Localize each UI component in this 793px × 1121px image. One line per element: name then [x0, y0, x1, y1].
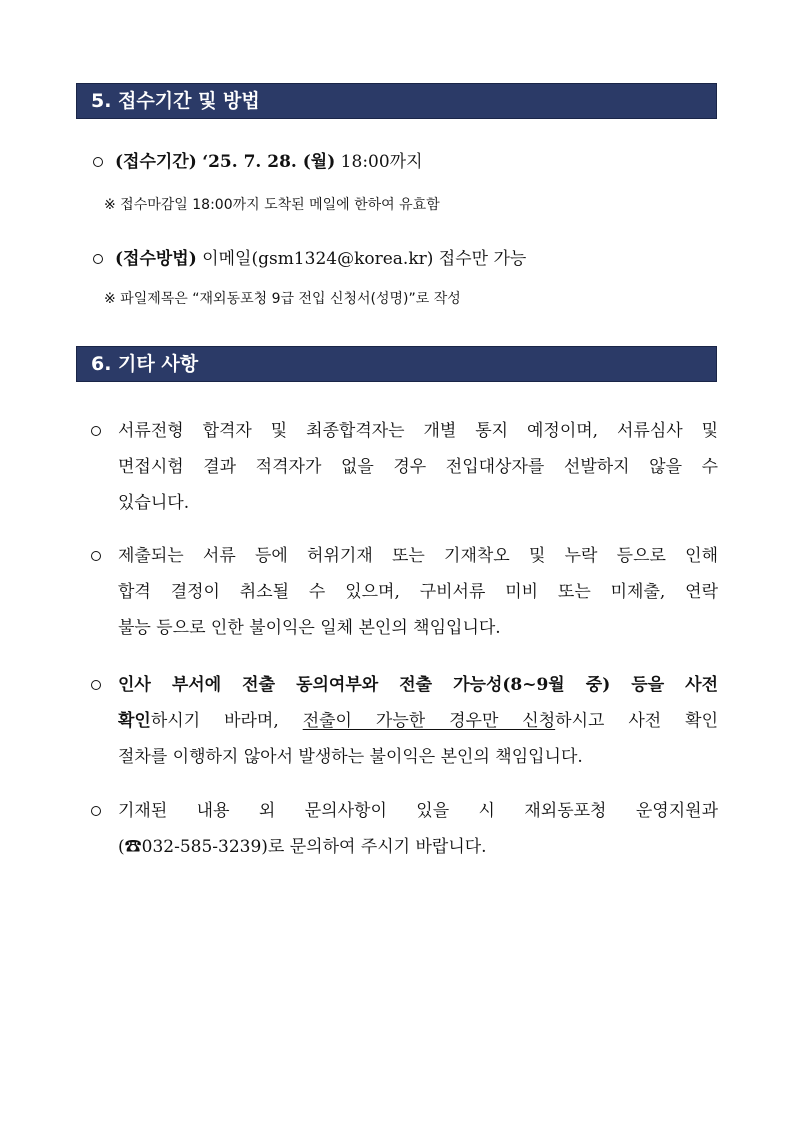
paragraph-line: 불능 등으로 인한 불이익은 일체 본인의 책임입니다. — [118, 618, 501, 638]
section-5-header — [76, 83, 717, 119]
notice-paragraph-1 — [118, 413, 718, 521]
bullet-circle-icon — [91, 680, 101, 690]
section-6-title: 6. 기타 사항 — [91, 353, 199, 375]
paragraph-line: 서류전형 합격자 및 최종합격자는 개별 통지 예정이며, 서류심사 및 — [118, 421, 718, 441]
plain-text: 하시기 바라며, — [150, 711, 303, 731]
bullet-circle-icon — [91, 806, 101, 816]
receipt-period-date: ‘25. 7. 28. (월) — [202, 152, 336, 172]
bold-text: 확인 — [118, 711, 151, 731]
bullet-circle-icon — [93, 254, 103, 264]
receipt-method-note: ※ 파일제목은 “재외동포청 9급 전입 신청서(성명)”로 작성 — [104, 291, 461, 307]
bullet-circle-icon — [91, 426, 101, 436]
paragraph-line: (☎032-585-3239)로 문의하여 주시기 바랍니다. — [118, 837, 487, 857]
paragraph-line: 절차를 이행하지 않아서 발생하는 불이익은 본인의 책임입니다. — [118, 747, 583, 767]
paragraph-line — [118, 667, 718, 703]
bold-text: 인사 부서에 전출 동의여부와 전출 가능성(8~9월 중) 등을 사전 — [118, 675, 718, 695]
notice-paragraph-3 — [118, 667, 718, 775]
paragraph-line: 있습니다. — [118, 493, 190, 513]
receipt-period-label: (접수기간) — [115, 152, 197, 172]
paragraph-line: 제출되는 서류 등에 허위기재 또는 기재착오 및 누락 등으로 인해 — [118, 546, 718, 566]
receipt-period-note: ※ 접수마감일 18:00까지 도착된 메일에 한하여 유효함 — [104, 197, 440, 213]
section-5-title: 5. 접수기간 및 방법 — [91, 90, 260, 112]
receipt-method-label: (접수방법) — [115, 249, 197, 269]
receipt-method-text: 이메일(gsm1324@korea.kr) 접수만 가능 — [196, 249, 527, 269]
receipt-period-time: 18:00까지 — [335, 152, 423, 172]
receipt-period-item — [115, 152, 423, 172]
paragraph-line: 합격 결정이 취소될 수 있으며, 구비서류 미비 또는 미제출, 연락 — [118, 582, 718, 602]
notice-paragraph-4 — [118, 793, 718, 865]
paragraph-line: 기재된 내용 외 문의사항이 있을 시 재외동포청 운영지원과 — [118, 801, 718, 821]
section-6-header — [76, 346, 717, 382]
plain-text: 하시고 사전 확인 — [555, 711, 718, 731]
bullet-circle-icon — [91, 551, 101, 561]
paragraph-line — [118, 703, 718, 739]
underlined-text: 전출이 가능한 경우만 신청 — [302, 711, 556, 731]
bullet-circle-icon — [93, 157, 103, 167]
receipt-method-item — [115, 249, 526, 269]
paragraph-line: 면접시험 결과 적격자가 없을 경우 전입대상자를 선발하지 않을 수 — [118, 457, 718, 477]
notice-paragraph-2 — [118, 538, 718, 646]
